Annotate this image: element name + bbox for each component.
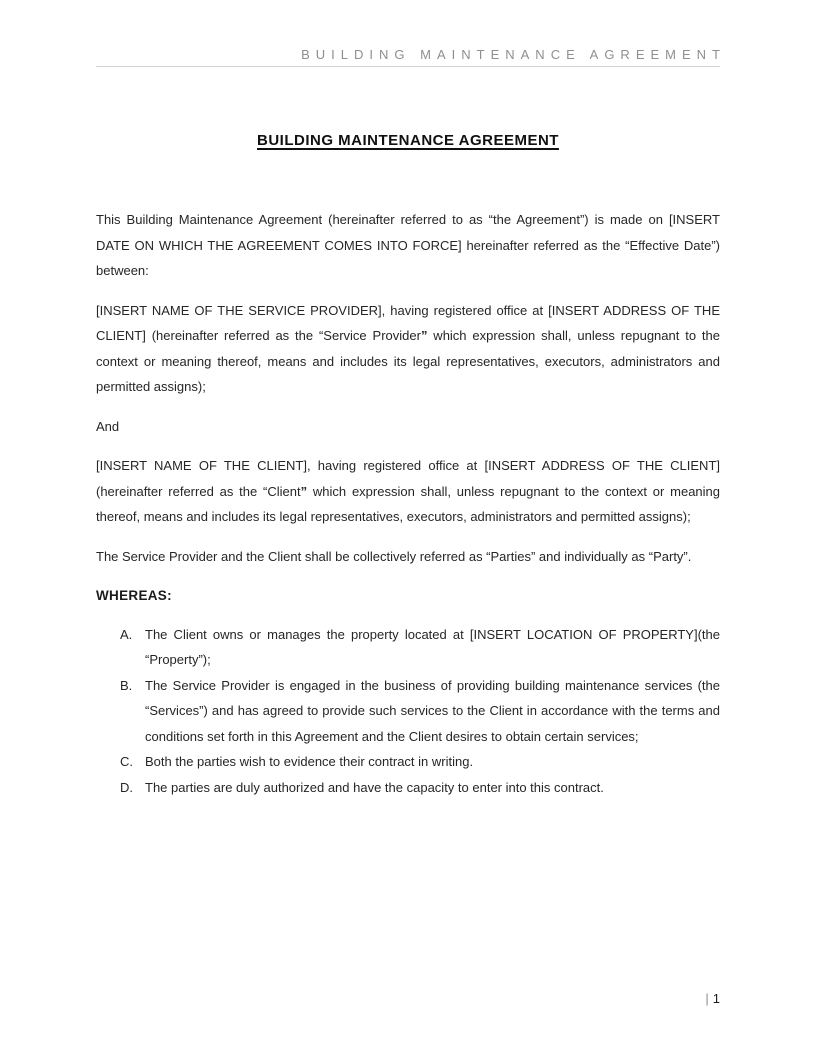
list-item-text: The parties are duly authorized and have the capacity to enter into this contract.	[145, 779, 604, 795]
service-provider-text-post: which expression shall, unless repugnant to the context or meaning thereof, means and includes its legal representatives, executors, administrators and permitted assigns);	[96, 328, 720, 394]
list-marker: A.	[120, 626, 133, 642]
whereas-heading: WHEREAS:	[96, 588, 172, 603]
and-connector: And	[96, 418, 120, 434]
client-text-post: which expression shall, unless repugnant to the context or meaning thereof, means and includes its legal representatives, executors, administrators and permitted assigns);	[96, 483, 720, 524]
page-number: 1	[712, 991, 720, 1006]
document-title-text: BUILDING MAINTENANCE AGREEMENT	[257, 132, 559, 149]
client-text-pre: [INSERT NAME OF THE CLIENT], having registered office at [INSERT ADDRESS OF THE CLIENT] (hereinafter referred as the “Client	[96, 458, 720, 499]
recitals-list	[96, 622, 720, 801]
footer-separator: |	[705, 991, 709, 1006]
list-item	[96, 622, 720, 673]
service-provider-paragraph	[96, 298, 720, 400]
bold-closing-quote: ”	[420, 328, 428, 343]
list-marker: C.	[120, 754, 133, 769]
list-item-text: The Service Provider is engaged in the business of providing building maintenance services (the “Services”) and has agreed to provide such services to the Client in accordance with the terms and conditions set forth in this Agreement and the Client desires to obtain certain services;	[145, 677, 720, 744]
running-header	[96, 0, 726, 67]
list-item-text: Both the parties wish to evidence their contract in writing.	[145, 754, 474, 769]
list-item-text: The Client owns or manages the property located at [INSERT LOCATION OF PROPERTY](the “Property”);	[145, 626, 720, 667]
running-header-text: BUILDING MAINTENANCE AGREEMENT	[301, 47, 726, 62]
intro-paragraph: This Building Maintenance Agreement (hereinafter referred to as “the Agreement”) is made on [INSERT DATE ON WHICH THE AGREEMENT COMES INTO FORCE] hereinafter referred as the “Effective Date”) between:	[96, 212, 720, 278]
parties-paragraph: The Service Provider and the Client shall be collectively referred as “Parties” and individually as “Party”.	[96, 548, 692, 564]
list-item	[96, 775, 720, 801]
bold-closing-quote: ”	[300, 483, 308, 499]
service-provider-text-pre: [INSERT NAME OF THE SERVICE PROVIDER], having registered office at [INSERT ADDRESS OF THE CLIENT] (hereinafter referred as the “Service Provider	[96, 302, 720, 343]
list-marker: B.	[120, 677, 133, 693]
page-footer	[705, 991, 720, 1007]
list-marker: D.	[120, 779, 133, 795]
list-item	[96, 749, 720, 775]
list-item	[96, 673, 720, 750]
client-paragraph	[96, 453, 720, 530]
document-title	[96, 131, 720, 150]
